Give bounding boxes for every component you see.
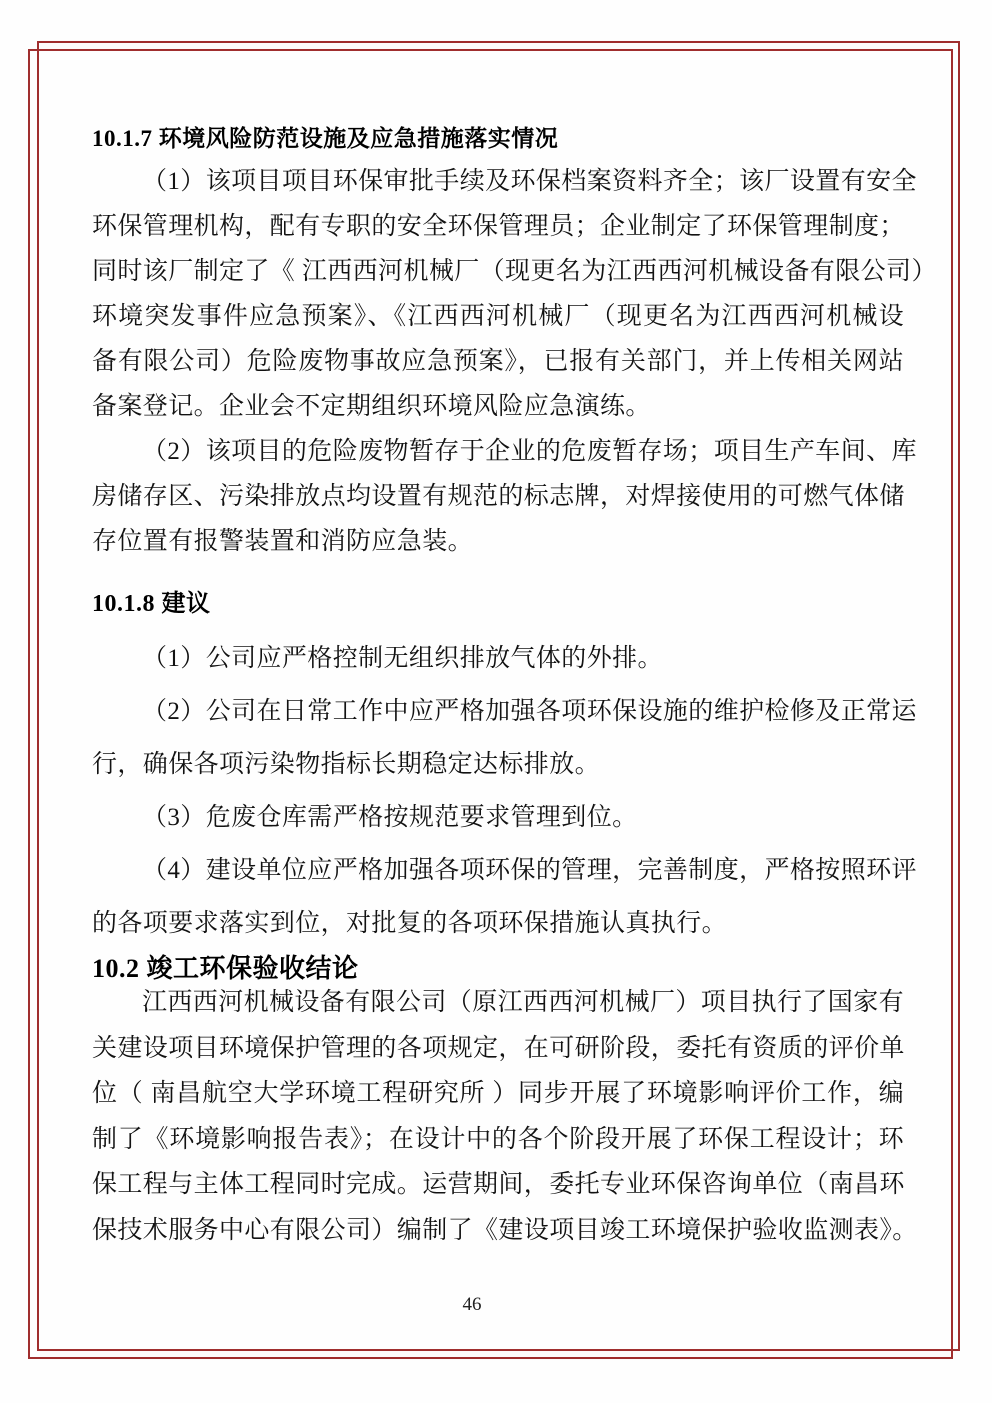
text-line: 位（ 南昌航空大学环境工程研究所 ）同步开展了环境影响评价工作，编 (92, 1080, 904, 1107)
text-line: 备有限公司）危险废物事故应急预案》，已报有关部门，并上传相关网站 (92, 348, 904, 375)
text-line: 保技术服务中心有限公司）编制了《建设项目竣工环境保护验收监测表》。 (92, 1216, 918, 1244)
text-line: （1）该项目项目环保审批手续及环保档案资料齐全；该厂设置有安全 (142, 168, 917, 195)
section-heading-10-1-8: 10.1.8 建议 (92, 591, 211, 617)
text-line: 房储存区、污染排放点均设置有规范的标志牌，对焊接使用的可燃气体储 (92, 483, 905, 510)
text-line: 环境突发事件应急预案》、《江西西河机械厂（现更名为江西西河机械设 (92, 303, 904, 330)
section-heading-10-2: 10.2 竣工环保验收结论 (92, 954, 359, 983)
text-line: 江西西河机械设备有限公司（原江西西河机械厂）项目执行了国家有 (142, 989, 905, 1016)
text-line: （4）建设单位应严格加强各项环保的管理，完善制度，严格按照环评 (142, 857, 917, 884)
section-body-10-1-8 (92, 632, 917, 950)
text-line: 关建设项目环境保护管理的各项规定，在可研阶段，委托有资质的评价单 (92, 1034, 905, 1062)
text-line: 环保管理机构，配有专职的安全环保管理员；企业制定了环保管理制度； (92, 213, 905, 240)
text-line: 存位置有报警装置和消防应急装。 (92, 528, 474, 555)
section-body-10-1-7 (92, 159, 937, 564)
text-line: 的各项要求落实到位，对批复的各项环保措施认真执行。 (92, 910, 728, 937)
text-line: （2）该项目的危险废物暂存于企业的危废暂存场；项目生产车间、库 (142, 438, 917, 465)
text-line: （2）公司在日常工作中应严格加强各项环保设施的维护检修及正常运 (142, 698, 917, 725)
text-line: （3）危废仓库需严格按规范要求管理到位。 (142, 804, 638, 831)
section-heading-10-1-7: 10.1.7 环境风险防范设施及应急措施落实情况 (92, 126, 559, 151)
text-line: 备案登记。企业会不定期组织环境风险应急演练。 (92, 393, 651, 420)
text-line: 同时该厂制定了《 江西西河机械厂（现更名为江西西河机械设备有限公司） (92, 258, 937, 285)
text-line: 制了《环境影响报告表》；在设计中的各个阶段开展了环保工程设计；环 (92, 1125, 904, 1153)
section-body-10-2 (92, 980, 918, 1253)
text-line: 行，确保各项污染物指标长期稳定达标排放。 (92, 751, 601, 778)
text-line: （1）公司应严格控制无组织排放气体的外排。 (142, 645, 663, 672)
text-line: 保工程与主体工程同时完成。运营期间，委托专业环保咨询单位（南昌环 (92, 1171, 905, 1198)
page-number: 46 (462, 1294, 482, 1315)
